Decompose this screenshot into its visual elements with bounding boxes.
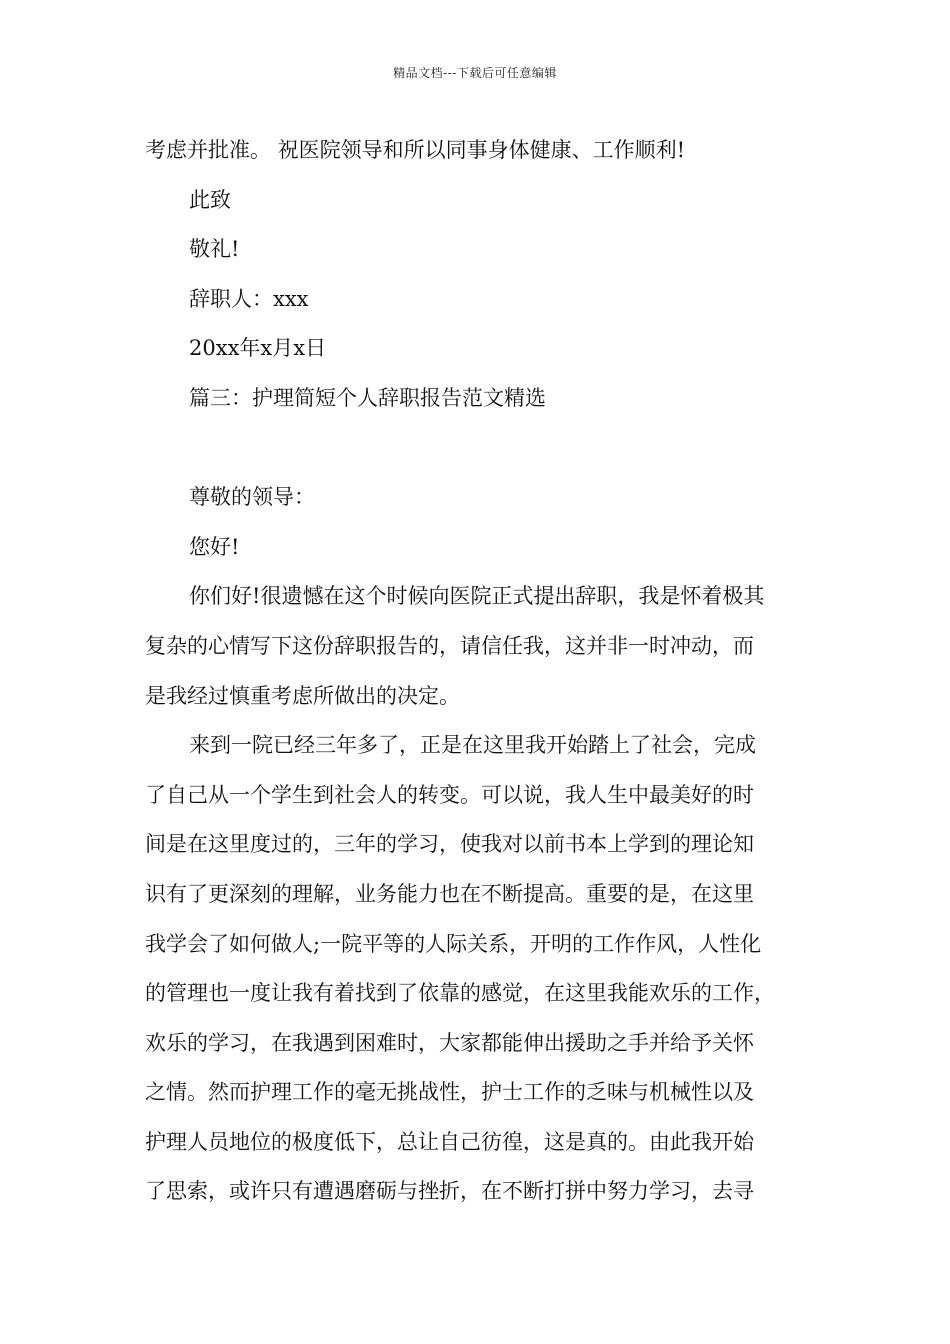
paragraph-line: 复杂的心情写下这份辞职报告的，请信任我，这并非一时冲动，而 [145, 633, 754, 658]
paragraph-line: 是我经过慎重考虑所做出的决定。 [145, 683, 460, 708]
page-header: 精品文档---下载后可任意编辑 [393, 66, 557, 80]
paragraph-line: 之情。然而护理工作的毫无挑战性，护士工作的乏味与机械性以及 [145, 1080, 754, 1105]
text-line: 考虑并批准。 祝医院领导和所以同事身体健康、工作顺利! [145, 138, 686, 162]
paragraph-line: 护理人员地位的极度低下，总让自己彷徨，这是真的。由此我开始 [145, 1129, 754, 1154]
document-body [145, 126, 817, 1217]
paragraph-line: 了思索，或许只有遭遇磨砺与挫折，在不断打拼中努力学习，去寻 [145, 1179, 754, 1204]
blank-line [145, 424, 817, 474]
paragraph-line: 了自己从一个学生到社会人的转变。可以说，我人生中最美好的时 [145, 782, 754, 807]
closing-line: 此致 [189, 187, 231, 212]
paragraph-line: 识有了更深刻的理解，业务能力也在不断提高。重要的是，在这里 [145, 881, 754, 906]
paragraph-line: 的管理也一度让我有着找到了依靠的感觉，在这里我能欢乐的工作， [145, 981, 775, 1006]
salutation-line: 敬礼! [189, 237, 240, 262]
paragraph-line: 间是在这里度过的，三年的学习，使我对以前书本上学到的理论知 [145, 832, 754, 857]
greeting-line: 您好! [189, 534, 240, 559]
section-title: 篇三：护理简短个人辞职报告范文精选 [189, 385, 546, 410]
signer-line: 辞职人：xxx [189, 286, 309, 311]
paragraph-line: 欢乐的学习，在我遇到困难时，大家都能伸出援助之手并给予关怀 [145, 1030, 754, 1055]
paragraph-line: 我学会了如何做人;一院平等的人际关系，开明的工作作风，人性化 [145, 931, 762, 956]
date-line: 20xx年x月x日 [189, 336, 327, 361]
paragraph-line: 你们好!很遗憾在这个时候向医院正式提出辞职，我是怀着极其 [189, 584, 765, 609]
paragraph-line: 来到一院已经三年多了，正是在这里我开始踏上了社会，完成 [189, 733, 756, 758]
greeting-line: 尊敬的领导： [189, 485, 315, 510]
